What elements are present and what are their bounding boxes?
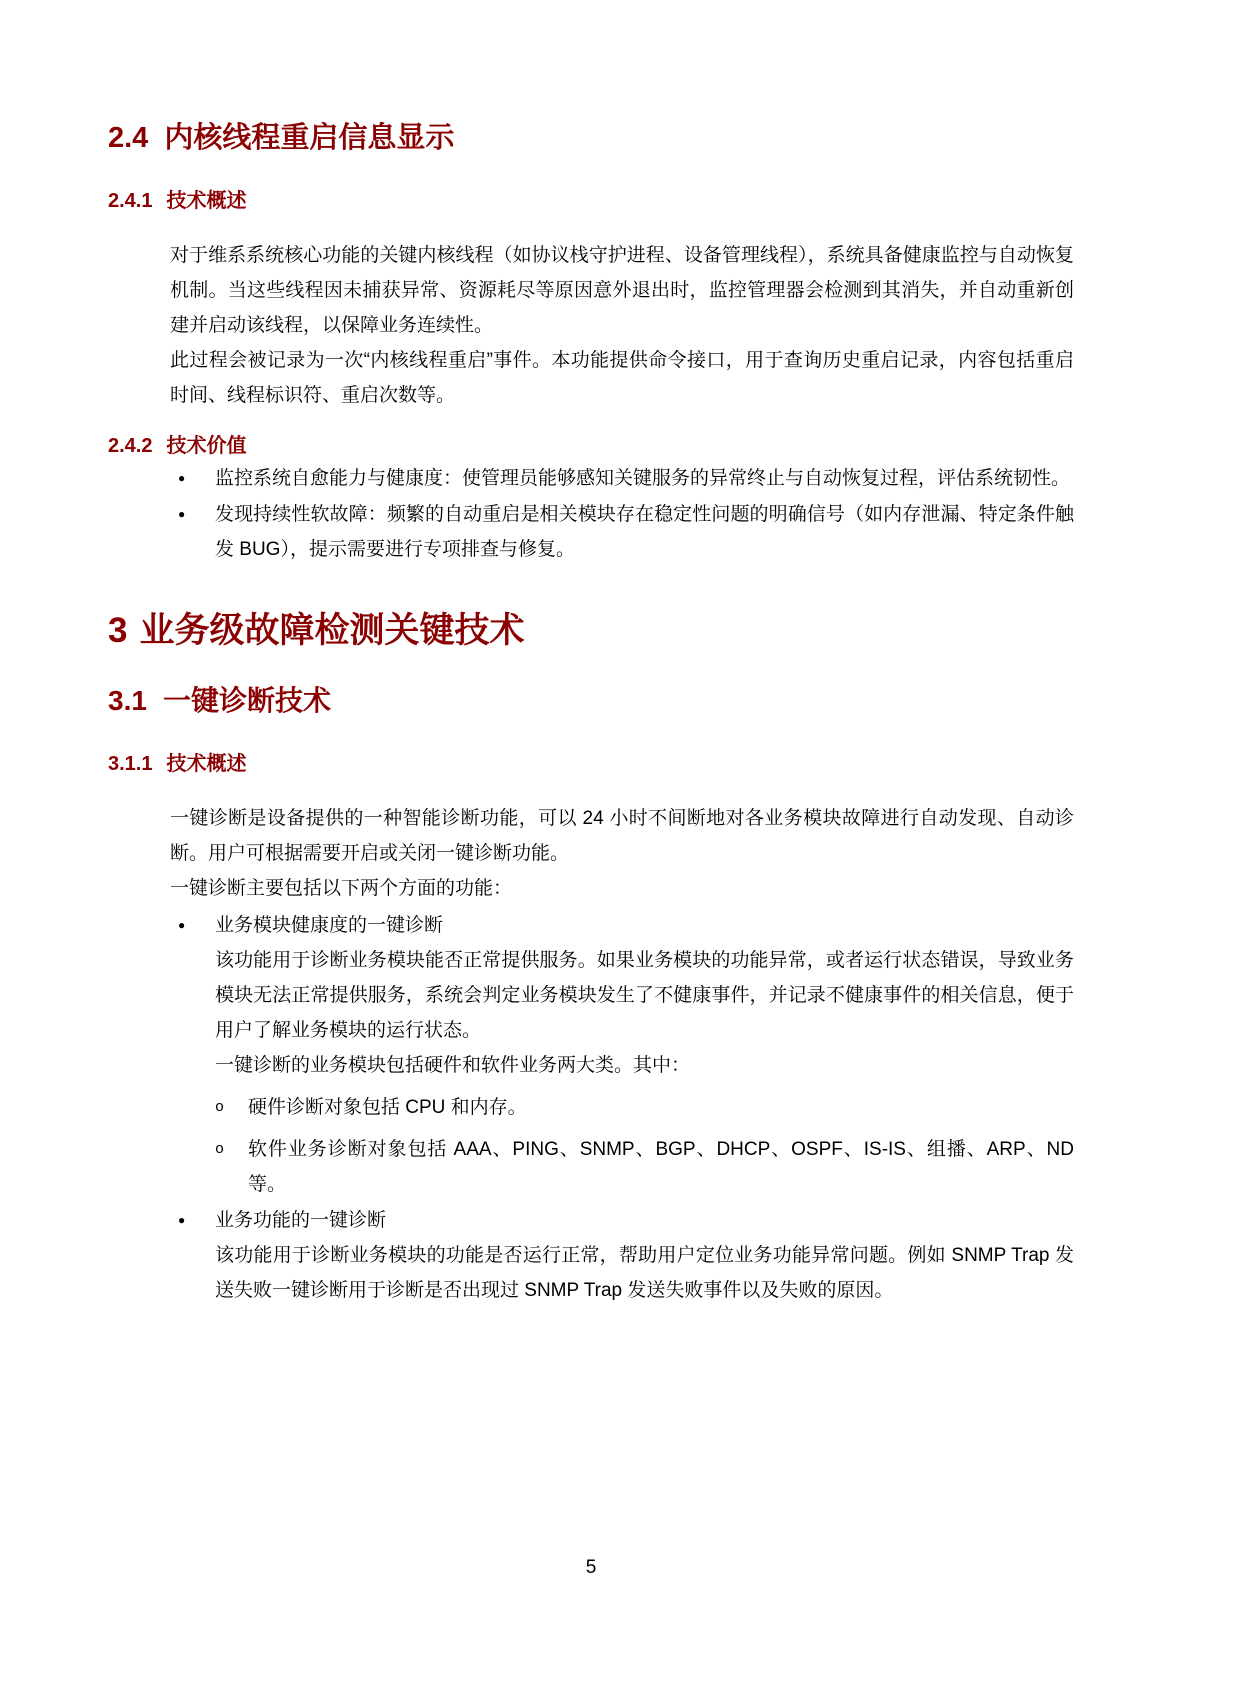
section-heading-2-4	[108, 0, 1074, 156]
list-item	[170, 1203, 1074, 1308]
bullet-marker: ●	[178, 1213, 186, 1227]
paragraph: 该功能用于诊断业务模块的功能是否运行正常，帮助用户定位业务功能异常问题。例如 SNMP Trap 发送失败一键诊断用于诊断是否出现过 SNMP Trap 发送失败事件以及失败的原因。	[215, 1245, 1074, 1301]
page-number: 5	[585, 1557, 597, 1578]
list-item-title: 业务模块健康度的一键诊断	[215, 915, 444, 936]
section-2-4-2-list	[170, 461, 1074, 567]
list-item	[170, 908, 1074, 1202]
section-3-1-1-list	[170, 908, 1074, 1308]
sub-list-item-text: 硬件诊断对象包括 CPU 和内存。	[248, 1097, 527, 1118]
sub-list-item-body	[248, 1132, 1074, 1202]
section-heading-3-1-1	[108, 751, 1074, 777]
paragraph: 此过程会被记录为一次“内核线程重启”事件。本功能提供命令接口，用于查询历史重启记录，内容包括重启时间、线程标识符、重启次数等。	[170, 350, 1074, 406]
section-number: 3.1	[108, 685, 147, 716]
list-item-text: 发现持续性软故障：频繁的自动重启是相关模块存在稳定性问题的明确信号（如内存泄漏、特定条件触发 BUG），提示需要进行专项排查与修复。	[215, 504, 1074, 560]
list-item	[170, 497, 1074, 567]
section-title: 技术价值	[166, 435, 247, 457]
chapter-number: 3	[108, 611, 128, 650]
paragraph: 一键诊断的业务模块包括硬件和软件业务两大类。其中：	[215, 1055, 691, 1076]
list-item	[170, 461, 1074, 496]
sub-bullet-marker: o	[215, 1099, 225, 1116]
sub-list-item-body	[248, 1090, 1074, 1125]
sub-list-item	[215, 1090, 1074, 1125]
chapter-title: 业务级故障检测关键技术	[139, 611, 525, 650]
sub-list-item-text: 软件业务诊断对象包括 AAA、PING、SNMP、BGP、DHCP、OSPF、IS-IS、组播、ARP、ND 等。	[248, 1139, 1074, 1195]
list-item-body	[215, 461, 1074, 496]
section-heading-2-4-1	[108, 188, 1074, 214]
section-number: 2.4	[108, 122, 149, 154]
paragraph: 该功能用于诊断业务模块能否正常提供服务。如果业务模块的功能异常，或者运行状态错误，导致业务模块无法正常提供服务，系统会判定业务模块发生了不健康事件，并记录不健康事件的相关信息，便于用户了解业务模块的运行状态。	[215, 950, 1074, 1041]
sub-bullet-marker: o	[215, 1141, 225, 1158]
section-3-1-1-body	[170, 801, 1074, 1308]
section-number: 3.1.1	[108, 753, 153, 775]
bullet-marker: ●	[178, 918, 186, 932]
section-number: 2.4.2	[108, 435, 153, 457]
bullet-marker: ●	[178, 507, 186, 521]
section-title: 一键诊断技术	[162, 685, 331, 716]
sub-list	[215, 1090, 1074, 1202]
section-title: 技术概述	[166, 753, 247, 775]
bullet-marker: ●	[178, 471, 186, 485]
list-item-body	[215, 1203, 1074, 1308]
section-number: 2.4.1	[108, 190, 153, 212]
section-2-4-1-body	[170, 238, 1074, 413]
section-title: 技术概述	[166, 190, 247, 212]
page-content	[108, 0, 1074, 1308]
paragraph: 一键诊断是设备提供的一种智能诊断功能，可以 24 小时不间断地对各业务模块故障进行自动发现、自动诊断。用户可根据需要开启或关闭一键诊断功能。	[170, 808, 1074, 864]
section-heading-3-1	[108, 683, 1074, 719]
chapter-heading-3	[108, 609, 1074, 653]
list-item-body	[215, 908, 1074, 1202]
paragraph: 一键诊断主要包括以下两个方面的功能：	[170, 878, 513, 899]
section-heading-2-4-2	[108, 433, 1074, 459]
paragraph: 对于维系系统核心功能的关键内核线程（如协议栈守护进程、设备管理线程），系统具备健康监控与自动恢复机制。当这些线程因未捕获异常、资源耗尽等原因意外退出时，监控管理器会检测到其消失，并自动重新创建并启动该线程，以保障业务连续性。	[170, 245, 1074, 336]
section-title: 内核线程重启信息显示	[164, 122, 455, 154]
list-item-title: 业务功能的一键诊断	[215, 1210, 387, 1231]
sub-list-item	[215, 1132, 1074, 1202]
list-item-body	[215, 497, 1074, 567]
list-item-text: 监控系统自愈能力与健康度：使管理员能够感知关键服务的异常终止与自动恢复过程，评估系统韧性。	[215, 468, 1071, 489]
